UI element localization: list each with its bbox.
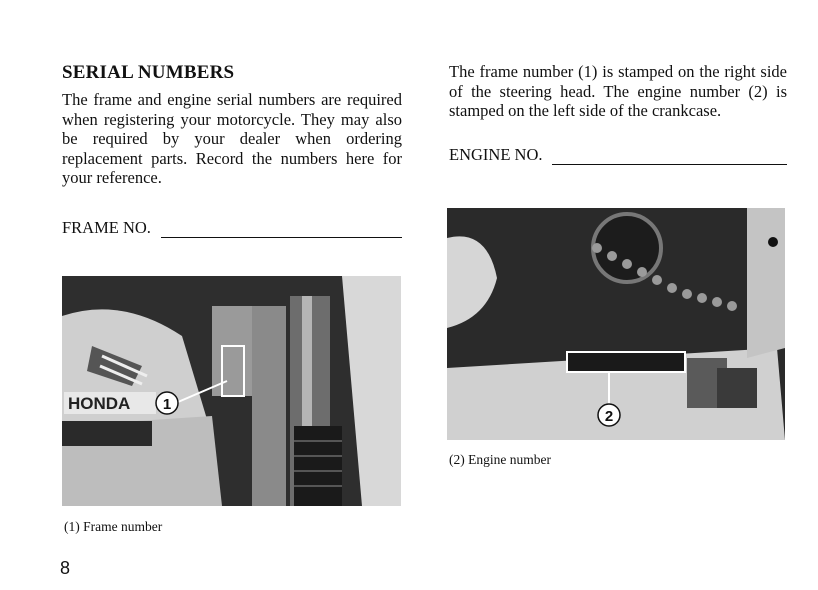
left-column [62, 62, 402, 238]
engine-number-blank-line[interactable] [552, 150, 787, 165]
honda-logo-text: HONDA [68, 394, 131, 413]
intro-paragraph: The frame and engine serial numbers are required when registering your motorcycle. They may also be required by your dealer when ordering replacement parts. Record the numbers here for your reference. [62, 90, 402, 187]
callout-1-label: 1 [162, 396, 172, 413]
engine-number-label: ENGINE NO. [449, 144, 543, 164]
callout-2-label: 2 [604, 408, 614, 425]
frame-number-caption: (1) Frame number [64, 519, 163, 534]
location-paragraph: The frame number (1) is stamped on the right side of the steering head. The engine number (2) is stamped on the left side of the crankcase. [449, 62, 787, 120]
frame-number-blank-line[interactable] [161, 223, 402, 238]
frame-number-field[interactable] [62, 218, 402, 238]
frame-number-label: FRAME NO. [62, 217, 151, 237]
frame-number-photo [62, 276, 401, 506]
section-title: SERIAL NUMBERS [62, 62, 235, 83]
page-number: 8 [60, 558, 71, 578]
right-column [449, 62, 787, 165]
engine-number-photo [447, 208, 785, 440]
engine-number-caption: (2) Engine number [449, 452, 551, 467]
engine-number-field[interactable] [449, 145, 787, 165]
